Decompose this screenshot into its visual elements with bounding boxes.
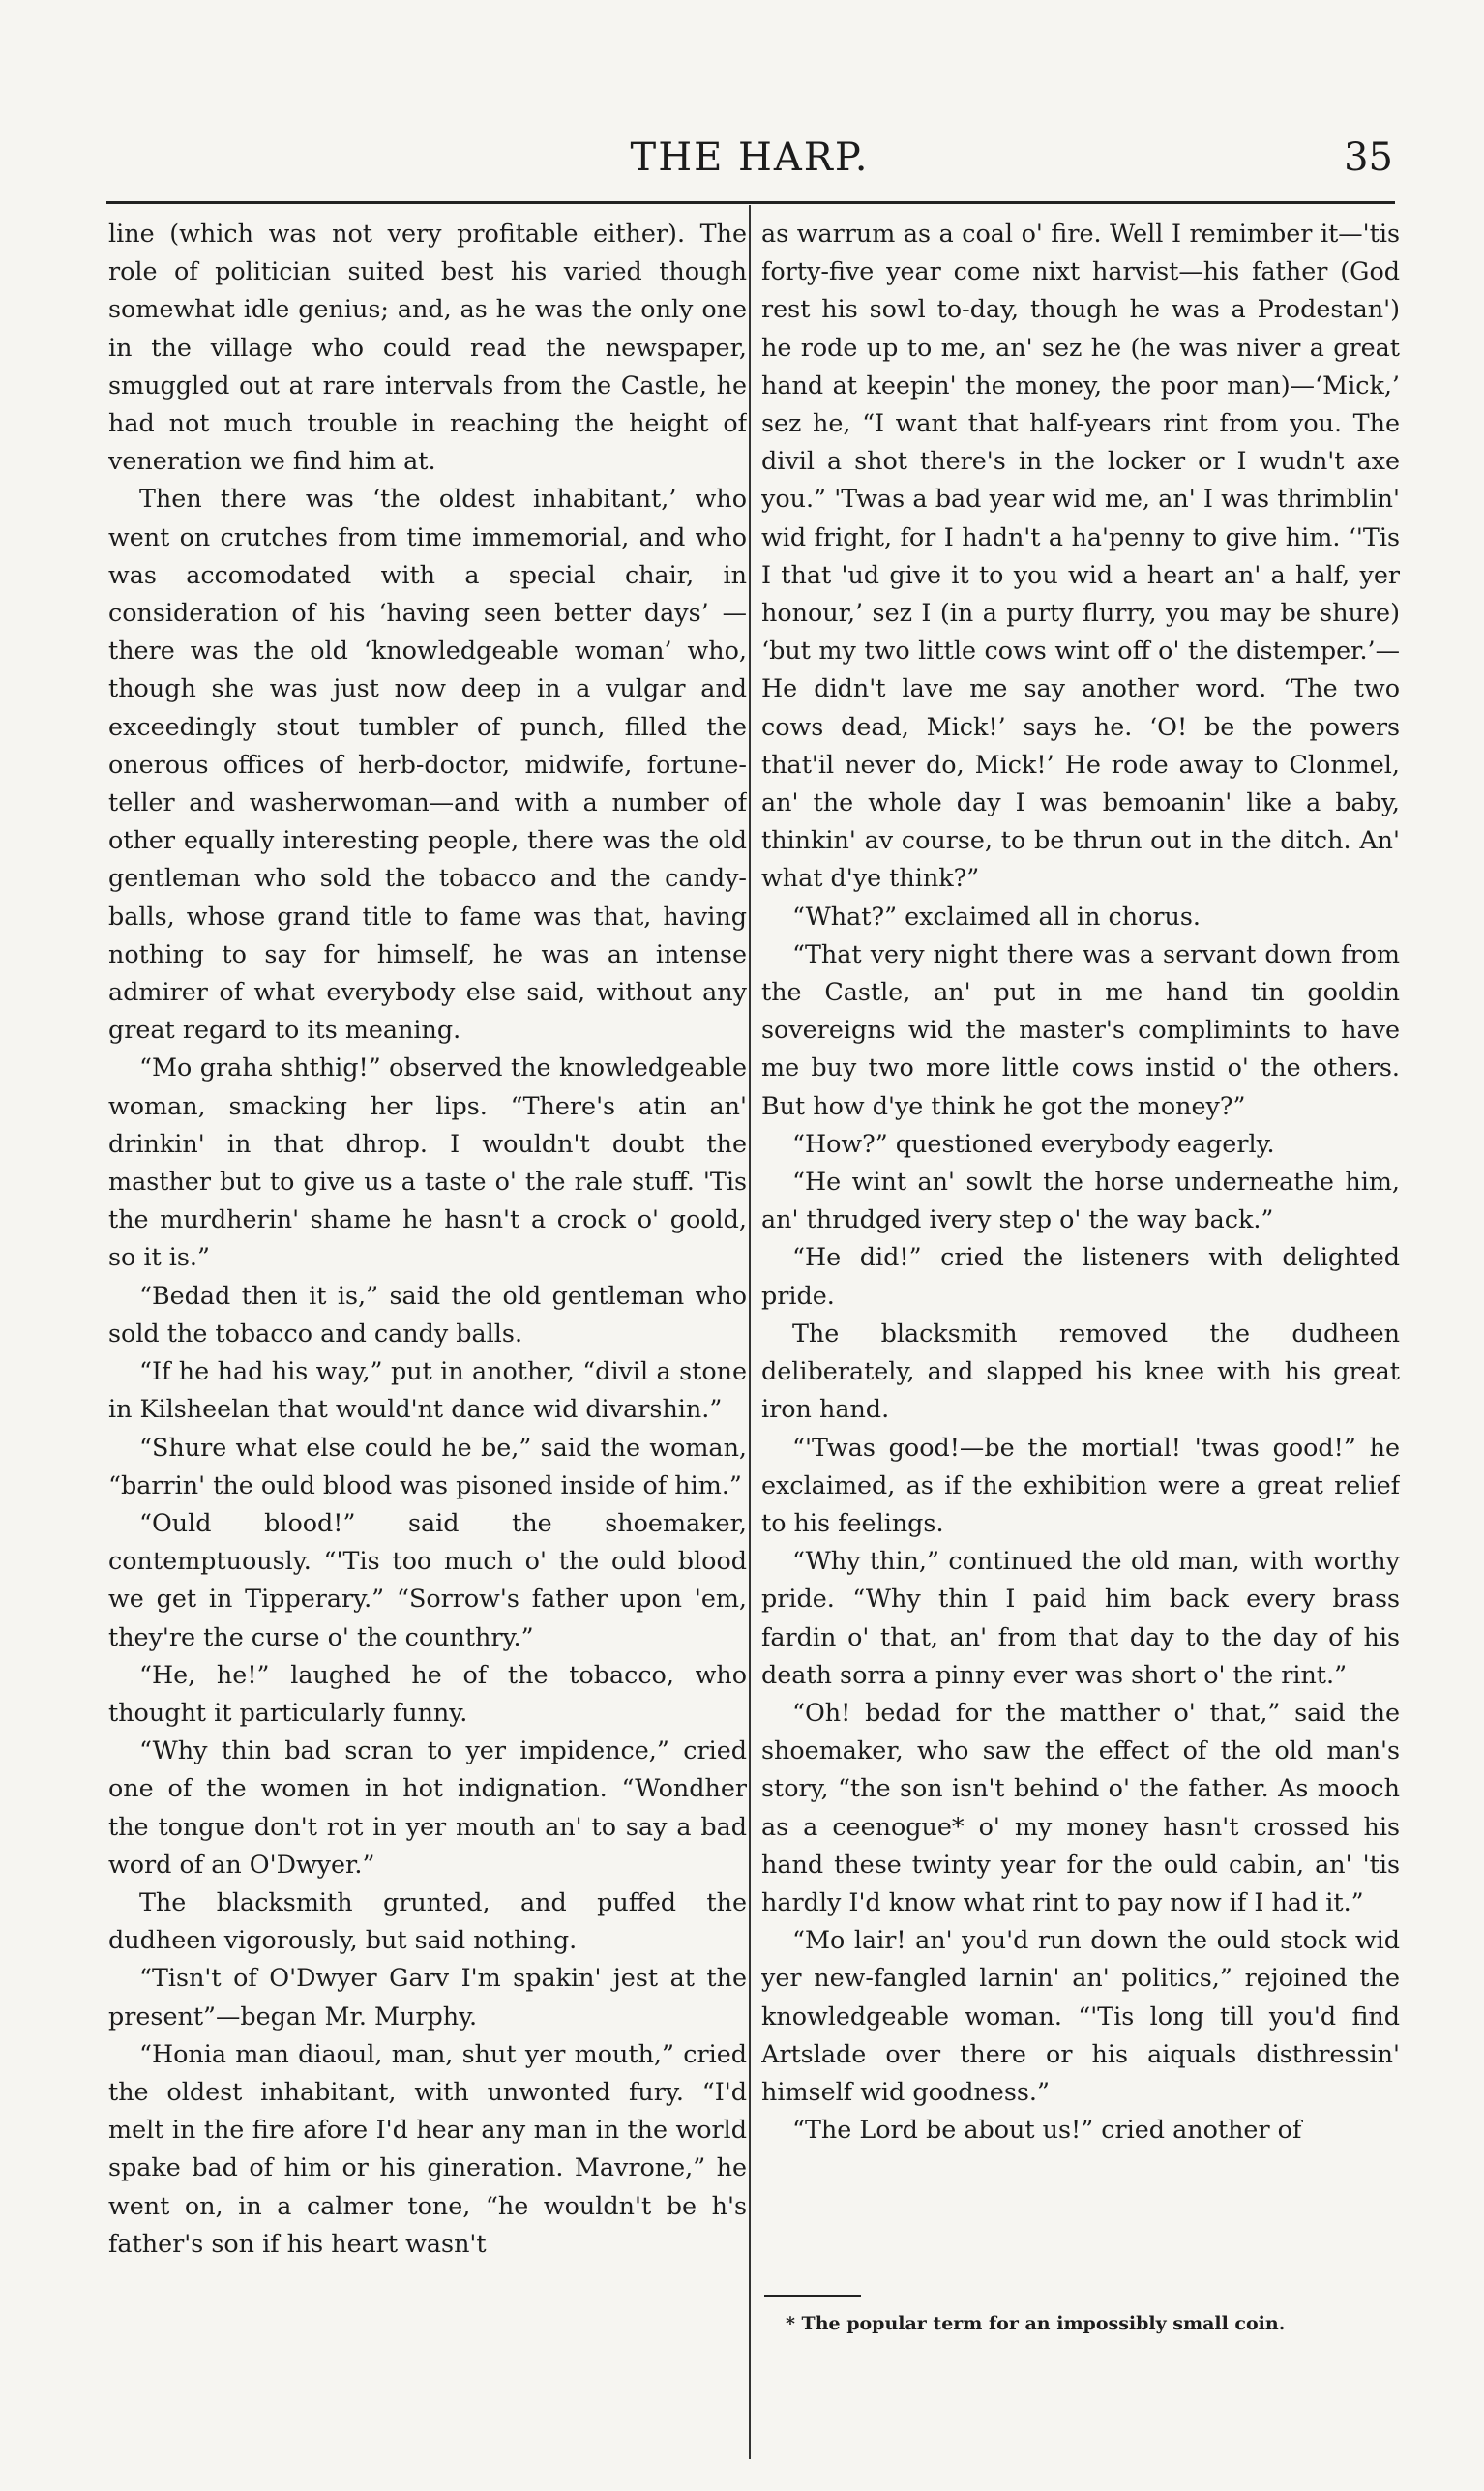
page-header	[106, 135, 1393, 193]
right-column	[761, 215, 1400, 2469]
footnote: * The popular term for an impossibly small coin.	[786, 2313, 1286, 2334]
column-divider	[749, 205, 751, 2459]
paragraph: as warrum as a coal o' fire. Well I remimber it—'tis forty-five year come nixt harvist—his father (God rest his sowl to-day, though he was a Prodestan') he rode up to me, an' sez he (he was niver a great hand at keepin' the money, the poor man)—‘Mick,’ sez he, “I want that half-years rint from you. The divil a shot there's in the locker or I wudn't axe you.” 'Twas a bad year wid me, an' I was thrimblin' wid fright, for I hadn't a ha'penny to give him. ‘'Tis I that 'ud give it to you wid a heart an' a half, yer honour,’ sez I (in a purty flurry, you may be shure) ‘but my two little cows wint off o' the distemper.’—He didn't lave me say another word. ‘The two cows dead, Mick!’ says he. ‘O! be the powers that'il never do, Mick!’ He rode away to Clonmel, an' the whole day I was bemoanin' like a baby, thinkin' av course, to be thrun out in the ditch. An' what d'ye think?”	[761, 219, 1400, 893]
paragraph: The blacksmith removed the dudheen deliberately, and slapped his knee with his great iron hand.	[761, 1318, 1400, 1424]
paragraph: line (which was not very profitable either). The role of politician suited best his varied though somewhat idle genius; and, as he was the only one in the village who could read the newspaper, smuggled out at rare intervals from the Castle, he had not much trouble in reaching the height of veneration we find him at.	[108, 219, 747, 476]
paragraph: “He did!” cried the listeners with delighted pride.	[761, 1242, 1400, 1310]
paragraph: Then there was ‘the oldest inhabitant,’ who went on crutches from time immemorial, and who was accomodated with a special chair, in consideration of his ‘having seen better days’ —there was the old ‘knowledgeable woman’ who, though she was just now deep in a vulgar and exceedingly stout tumbler of punch, filled the onerous offices of herb-doctor, midwife, fortune-teller and washerwoman—and with a number of other equally interesting people, there was the old gentleman who sold the tobacco and the candy-balls, whose grand title to fame was that, having nothing to say for himself, he was an intense admirer of what everybody else said, without any great regard to its meaning.	[108, 484, 747, 1045]
paragraph: “Mo graha shthig!” observed the knowledgeable woman, smacking her lips. “There's atin an' drinkin' in that dhrop. I wouldn't doubt the masther but to give us a taste o' the rale stuff. 'Tis the murdherin' shame he hasn't a crock o' goold, so it is.”	[108, 1053, 747, 1272]
footnote-rule	[764, 2295, 861, 2297]
paragraph: “The Lord be about us!” cried another of	[792, 2115, 1302, 2145]
paragraph: “Oh! bedad for the matther o' that,” said the shoemaker, who saw the effect of the old man's story, “the son isn't behind o' the father. As mooch as a ceenogue* o' my money hasn't crossed his hand these twinty year for the ould cabin, an' 'tis hardly I'd know what rint to pay now if I had it.”	[761, 1697, 1400, 1916]
paragraph: “Why thin bad scran to yer impidence,” cried one of the women in hot indignation. “Wondher the tongue don't rot in yer mouth an' to say a bad word of an O'Dwyer.”	[108, 1735, 747, 1879]
paragraph: “If he had his way,” put in another, “divil a stone in Kilsheelan that would'nt dance wid divarshin.”	[108, 1356, 747, 1424]
paragraph: “Why thin,” continued the old man, with worthy pride. “Why thin I paid him back every brass fardin o' that, an' from that day to the day of his death sorra a pinny ever was short o' the rint.”	[761, 1546, 1400, 1689]
paragraph: “Shure what else could he be,” said the woman, “barrin' the ould blood was pisoned inside of him.”	[108, 1432, 747, 1499]
paragraph: “He wint an' sowlt the horse underneathe him, an' thrudged ivery step o' the way back.”	[761, 1167, 1400, 1234]
paragraph: “Tisn't of O'Dwyer Garv I'm spakin' jest at the present”—began Mr. Murphy.	[108, 1963, 747, 2031]
paragraph: “Ould blood!” said the shoemaker, contemptuously. “'Tis too much o' the ould blood we get in Tipperary.” “Sorrow's father upon 'em, they're the curse o' the counthry.”	[108, 1507, 747, 1651]
paragraph: “Honia man diaoul, man, shut yer mouth,” cried the oldest inhabitant, with unwonted fury. “I'd melt in the fire afore I'd hear any man in the world spake bad of him or his gineration. Mavrone,” he went on, in a calmer tone, “he wouldn't be h's father's son if his heart wasn't	[108, 2038, 747, 2258]
paragraph: The blacksmith grunted, and puffed the dudheen vigorously, but said nothing.	[108, 1886, 747, 1955]
paragraph: “'Twas good!—be the mortial! 'twas good!” he exclaimed, as if the exhibition were a great relief to his feelings.	[761, 1432, 1400, 1537]
running-title: THE HARP.	[630, 135, 870, 180]
paragraph: “Mo lair! an' you'd run down the ould stock wid yer new-fangled larnin' an' politics,” rejoined the knowledgeable woman. “'Tis long till you'd find Artslade over there or his aiquals disthressin' himself wid goodness.”	[761, 1925, 1400, 2106]
paragraph: “What?” exclaimed all in chorus.	[792, 901, 1201, 931]
paragraph: “That very night there was a servant down from the Castle, an' put in me hand tin gooldin sovereigns wid the master's complimints to have me buy two more little cows instid o' the others. But how d'ye think he got the money?”	[761, 938, 1400, 1120]
header-rule	[106, 201, 1395, 204]
paragraph: “Bedad then it is,” said the old gentleman who sold the tobacco and candy balls.	[108, 1280, 747, 1348]
paragraph: “He, he!” laughed he of the tobacco, who thought it particularly funny.	[108, 1659, 747, 1727]
left-column	[108, 215, 747, 2469]
paragraph: “How?” questioned everybody eagerly.	[792, 1128, 1275, 1158]
page-number: 35	[1344, 135, 1393, 180]
